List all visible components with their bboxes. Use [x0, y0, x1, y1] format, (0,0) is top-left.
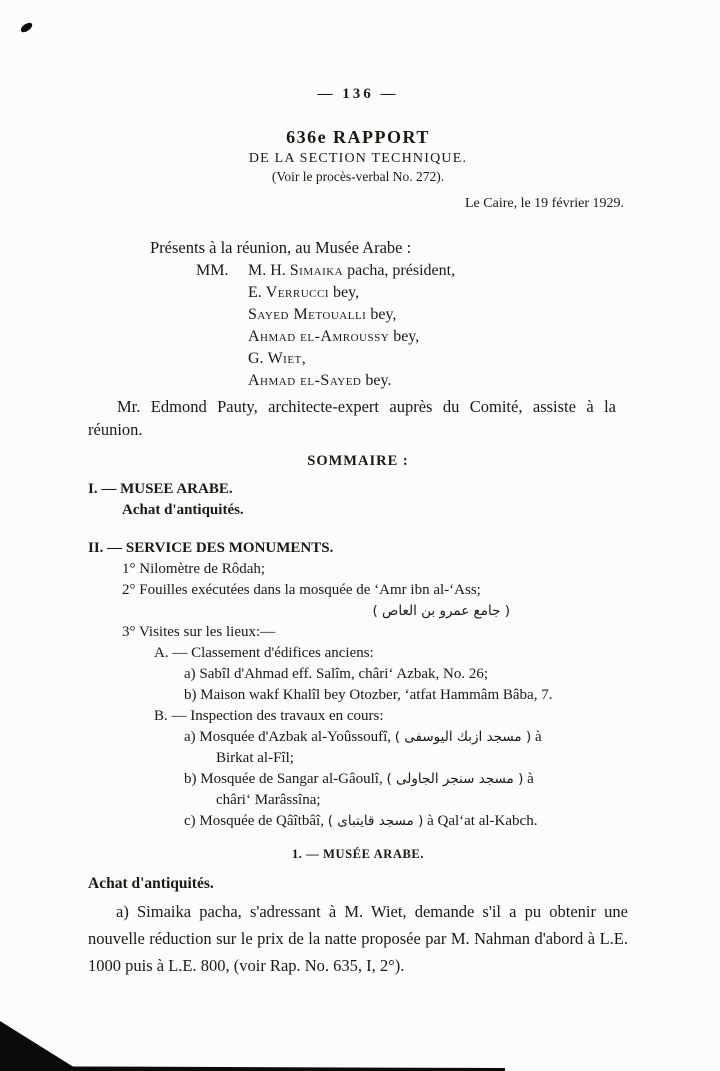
arabic-mosque-name: ( جامع عمرو بن العاص ) — [372, 603, 510, 619]
arabic-mosque-name: ( مسجد ازبك اليوسفى ) — [394, 729, 532, 745]
attendee-list — [196, 260, 628, 392]
inspection-item-c — [88, 811, 628, 832]
attendee-row — [196, 370, 628, 392]
attendee-name: Sayed Metoualli — [248, 306, 367, 323]
sommaire-section-1-sub: Achat d'antiquités. — [122, 502, 244, 518]
service-item-2: 2° Fouilles exécutées dans la mosquée de ‘Amr ibn al-‘Ass; — [122, 582, 481, 598]
attendee-name: Wiet — [267, 350, 302, 367]
attendee-prefix: G. — [248, 350, 268, 367]
item-text-post: à châri‘ Marâssîna; — [216, 771, 534, 808]
dateline: Le Caire, le 19 février 1929. — [465, 196, 624, 211]
attendee-suffix: bey, — [366, 306, 397, 323]
attendee-name: Verrucci — [265, 284, 330, 301]
section-heading: 1. — MUSÉE ARABE. — [291, 847, 425, 861]
section-subheading: Achat d'antiquités. — [88, 875, 214, 892]
classement-item-a: a) Sabîl d'Ahmad eff. Salîm, châri‘ Azbak, No. 26; — [184, 666, 489, 682]
mm-label: MM. — [196, 262, 229, 279]
body-paragraph: a) Simaika pacha, s'adressant à M. Wiet, demande s'il a pu obtenir une nouvelle réduction sur le prix de la natte proposée par M. Nahman d'abord à L.E. 1000 puis à L.E. 800, (voir Rap. No. 635, I, 2°). — [88, 902, 628, 975]
attendee-row — [196, 282, 628, 304]
page-content — [0, 86, 720, 979]
attendee-suffix: bey, — [329, 284, 360, 301]
service-item-1: 1° Nilomètre de Rôdah; — [122, 561, 266, 577]
attendee-name: Simaika — [289, 262, 344, 279]
attendee-suffix: bey, — [389, 328, 420, 345]
pauty-note: Mr. Edmond Pauty, architecte-expert auprès du Comité, assiste à la réunion. — [88, 397, 616, 439]
item-text-pre: a) Mosquée d'Azbak al-Yoûssoufî, — [184, 729, 395, 745]
attendee-prefix: E. — [248, 284, 266, 301]
service-item-3: 3° Visites sur les lieux:— — [122, 624, 276, 640]
report-reference: (Voir le procès-verbal No. 272). — [271, 169, 445, 184]
attendee-row — [196, 304, 628, 326]
report-title: 636e RAPPORT — [286, 127, 430, 147]
attendee-suffix: , — [301, 350, 306, 367]
attendee-row — [196, 326, 628, 348]
classement-item-b: b) Maison wakf Khalîl bey Otozber, ‘atfat Hammâm Bâba, 7. — [184, 687, 553, 703]
attendee-name: Ahmad el-Sayed — [248, 372, 362, 389]
attendee-suffix: pacha, président, — [343, 262, 456, 279]
item-text-pre: b) Mosquée de Sangar al-Gâoulî, — [184, 771, 387, 787]
page-number: — 136 — — [317, 86, 399, 102]
inspection-item-a — [88, 727, 572, 769]
classement-title: A. — Classement d'édifices anciens: — [154, 645, 374, 661]
service-item-2-arabic-line — [88, 601, 628, 622]
sommaire-heading: SOMMAIRE : — [307, 453, 409, 469]
scan-smudge-bottom-left-icon — [0, 1021, 80, 1071]
attendee-row — [196, 260, 628, 282]
scan-smudge-top-left-icon — [19, 21, 34, 34]
presents-intro: Présents à la réunion, au Musée Arabe : — [150, 238, 412, 257]
attendee-suffix: bey. — [361, 372, 392, 389]
arabic-mosque-name: ( مسجد سنجر الجاولى ) — [386, 771, 524, 787]
arabic-mosque-name: ( مسجد قايتباى ) — [327, 813, 424, 829]
inspection-item-b — [88, 769, 572, 811]
sommaire-list — [88, 479, 628, 832]
report-subtitle: DE LA SECTION TECHNIQUE. — [248, 151, 468, 166]
inspection-title: B. — Inspection des travaux en cours: — [154, 708, 384, 724]
item-text-post: à Qal‘at al-Kabch. — [423, 813, 538, 829]
attendee-name: Ahmad el-Amroussy — [248, 328, 390, 345]
sommaire-section-1-title: I. — MUSEE ARABE. — [88, 481, 233, 497]
attendee-prefix: M. H. — [248, 262, 290, 279]
item-text-post: à Birkat al-Fîl; — [216, 729, 542, 766]
sommaire-section-2-title: II. — SERVICE DES MONUMENTS. — [88, 540, 334, 556]
attendee-row — [196, 348, 628, 370]
item-text-pre: c) Mosquée de Qâîtbâî, — [184, 813, 328, 829]
